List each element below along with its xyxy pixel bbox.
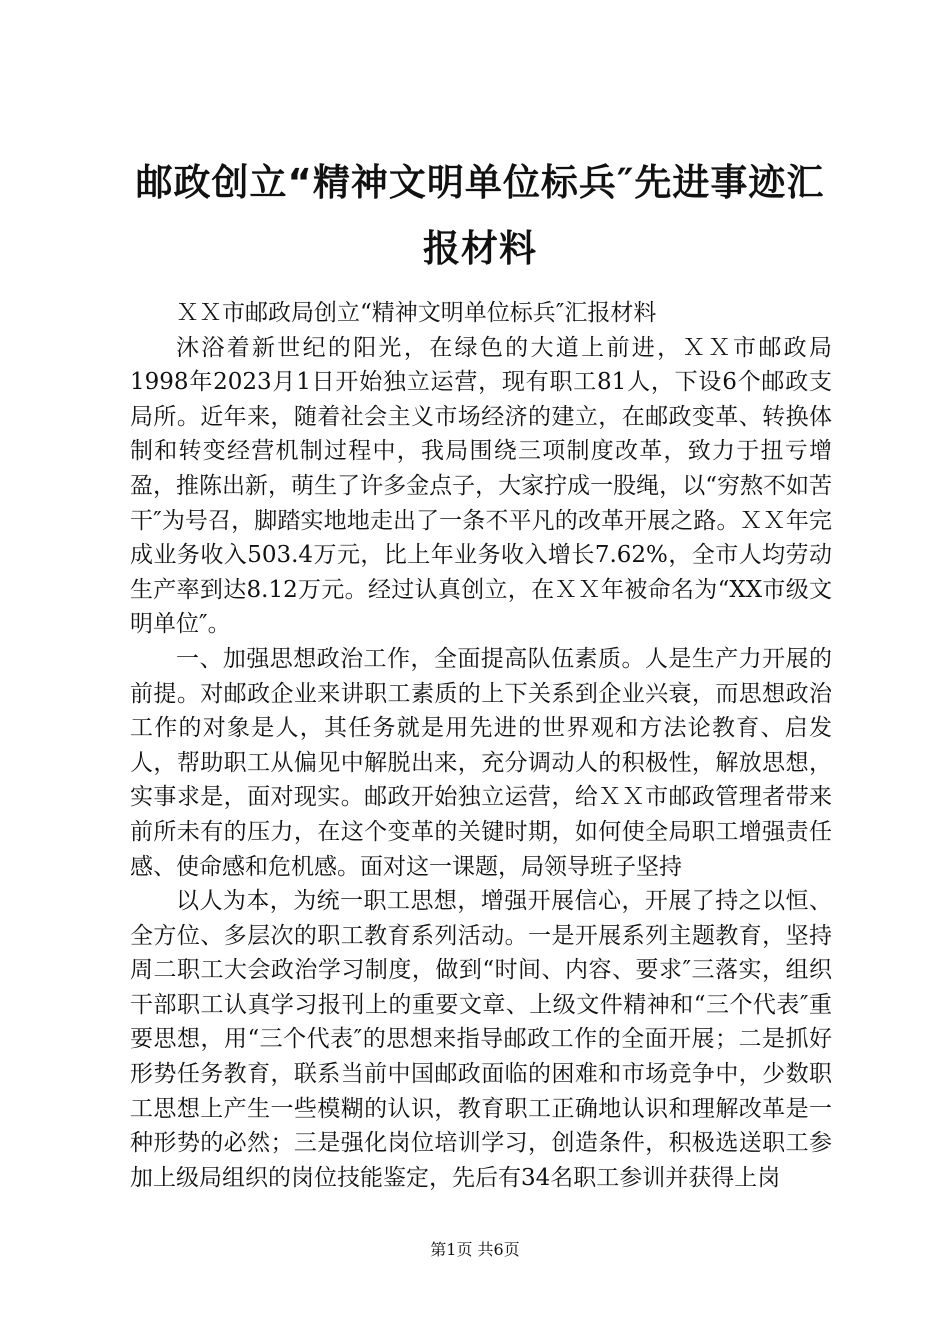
document-title: 邮政创立“精神文明单位标兵″先进事迹汇报材料 <box>135 161 825 270</box>
document-body <box>130 296 832 1195</box>
body-paragraph-continuation: 以人为本，为统一职工思想，增强开展信心，开展了持之以恒、全方位、多层次的职工教育系列活动。一是开展系列主题教育，坚持周二职工大会政治学习制度，做到“时间、内容、要求″三落实，组织干部职工认真学习报刊上的重要文章、上级文件精神和“三个代表″重要思想，用“三个代表″的思想来指导邮政工作的全面开展；二是抓好形势任务教育，联系当前中国邮政面临的困难和市场竞争中，少数职工思想上产生一些模糊的认识，教育职工正确地认识和理解改革是一种形势的必然；三是强化岗位培训学习，创造条件，积极选送职工参加上级局组织的岗位技能鉴定，先后有34名职工参训并获得上岗 <box>130 888 832 1191</box>
body-paragraph-intro: 沐浴着新世纪的阳光，在绿色的大道上前进，ＸＸ市邮政局1998年2023月1日开始独立运营，现有职工81人，下设6个邮政支局所。近年来，随着社会主义市场经济的建立，在邮政变革、转换体制和转变经营机制过程中，我局围绕三项制度改革，致力于扭亏增盈，推陈出新，萌生了许多金点子，大家拧成一股绳，以“穷熬不如苦干″为号召，脚踏实地地走出了一条不平凡的改革开展之路。ＸＸ年完成业务收入503.4万元，比上年业务收入增长7.62%，全市人均劳动生产率到达8.12万元。经过认真创立，在ＸＸ年被命名为“XX市级文明单位″。 <box>130 334 832 638</box>
body-paragraph-section-one: 一、加强思想政治工作，全面提高队伍素质。人是生产力开展的前提。对邮政企业来讲职工素质的上下关系到企业兴衰，而思想政治工作的对象是人，其任务就是用先进的世界观和方法论教育、启发人，帮助职工从偏见中解脱出来，充分调动人的积极性，解放思想，实事求是，面对现实。邮政开始独立运营，给ＸＸ市邮政管理者带来前所未有的压力，在这个变革的关键时期，如何使全局职工增强责任感、使命感和危机感。面对这一课题，局领导班子坚持 <box>130 645 832 880</box>
subtitle-paragraph: ＸＸ市邮政局创立“精神文明单位标兵″汇报材料 <box>176 300 657 326</box>
page-footer: 第1页 共6页 <box>430 1240 520 1259</box>
